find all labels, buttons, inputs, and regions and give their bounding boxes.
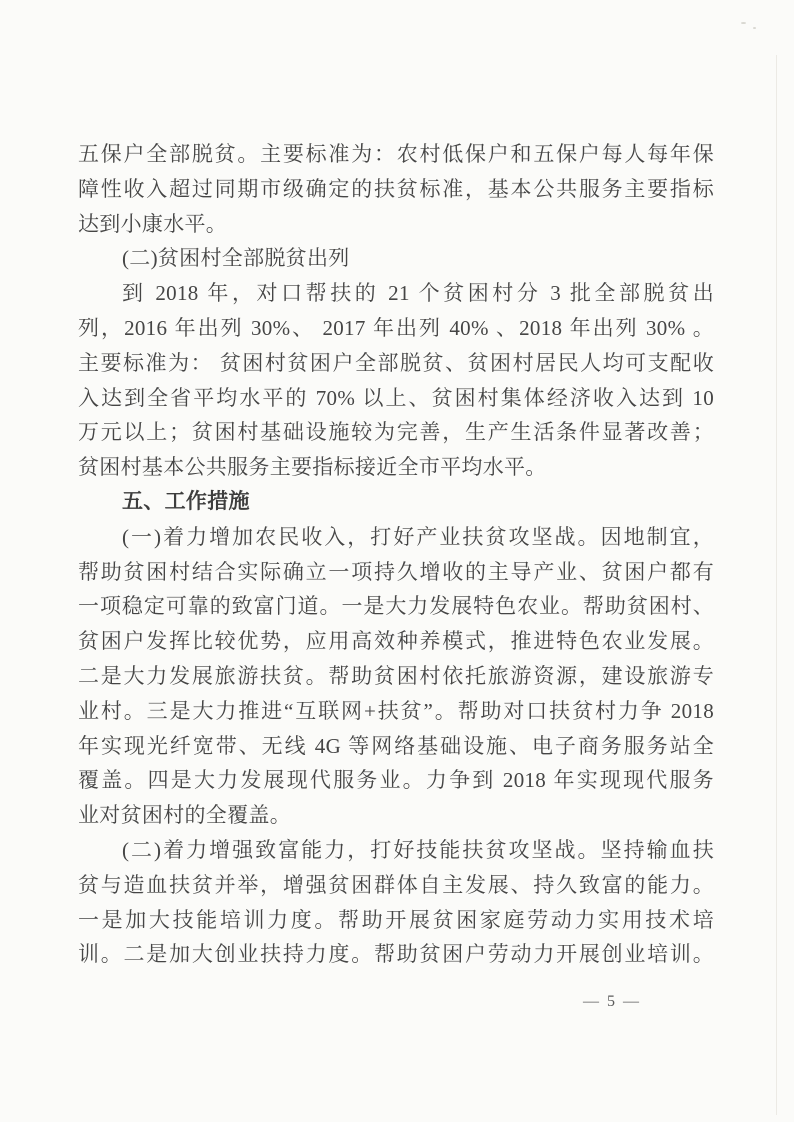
subsection-heading: (二)贫困村全部脱贫出列 [122, 246, 350, 271]
text-line: 贫困村基本公共服务主要指标接近全市平均水平。 [78, 455, 547, 480]
text-line: 达到小康水平。 [78, 211, 228, 236]
subsection-heading: (一)着力增加农民收入，打好产业扶贫攻坚战。因地制宜， [122, 524, 714, 549]
text-line: 一项稳定可靠的致富门道。一是大力发展特色农业。帮助贫困村、 [78, 594, 714, 619]
text-line: 五保户全部脱贫。主要标准为：农村低保户和五保户每人每年保 [78, 142, 714, 166]
text-line: 列，2016 年出列 30%、 2017 年出列 40% 、2018 年出列 30% 。 [78, 315, 714, 340]
scan-edge-line [776, 55, 777, 1115]
body-text-block [78, 137, 714, 972]
text-line: 入达到全省平均水平的 70% 以上、贫困村集体经济收入达到 10 [78, 385, 714, 410]
page-number: — 5 — [583, 993, 641, 1010]
text-line: 万元以上；贫困村基础设施较为完善，生产生活条件显著改善； [78, 420, 714, 445]
text-line: 年实现光纤宽带、无线 4G 等网络基础设施、电子商务服务站全 [78, 733, 714, 758]
section-heading-work-measures: 五、工作措施 [122, 489, 250, 513]
text-line: 覆盖。四是大力发展现代服务业。力争到 2018 年实现现代服务 [78, 768, 714, 793]
scan-speck [741, 22, 746, 24]
scan-speck [753, 27, 756, 29]
text-line: 业村。三是大力推进“互联网+扶贫”。帮助对口扶贫村力争 2018 [78, 698, 714, 723]
text-line: 障性收入超过同期市级确定的扶贫标准，基本公共服务主要指标 [78, 176, 714, 201]
text-line: 训。二是加大创业扶持力度。帮助贫困户劳动力开展创业培训。 [78, 942, 714, 967]
text-line: 主要标准为： 贫困村贫困户全部脱贫、贫困村居民人均可支配收 [78, 350, 714, 375]
subsection-heading: (二)着力增强致富能力，打好技能扶贫攻坚战。坚持输血扶 [122, 837, 714, 862]
text-line: 业对贫困村的全覆盖。 [78, 803, 291, 828]
text-line: 二是大力发展旅游扶贫。帮助贫困村依托旅游资源，建设旅游专 [78, 663, 714, 688]
text-line: 到 2018 年，对口帮扶的 21 个贫困村分 3 批全部脱贫出 [122, 281, 714, 306]
text-line: 一是加大技能培训力度。帮助开展贫困家庭劳动力实用技术培 [78, 907, 714, 932]
text-line: 帮助贫困村结合实际确立一项持久增收的主导产业、贫困户都有 [78, 559, 714, 584]
text-line: 贫与造血扶贫并举，增强贫困群体自主发展、持久致富的能力。 [78, 872, 714, 897]
text-line: 贫困户发挥比较优势，应用高效种养模式，推进特色农业发展。 [78, 629, 714, 654]
